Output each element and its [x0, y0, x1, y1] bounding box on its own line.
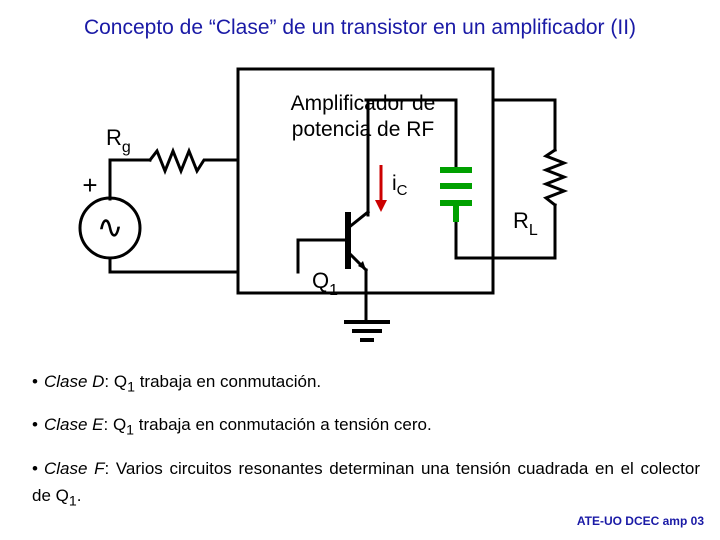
current-arrowhead	[375, 200, 387, 212]
class-name: Clase E	[43, 415, 104, 435]
ac-symbol: ∿	[96, 209, 124, 245]
bullet-class-f: • Clase F: Varios circuitos resonantes determinan una tensión cuadrada en el colector de $Q_1$.	[32, 458, 700, 510]
bullet-class-d: • Clase D: $Q_1$ trabaja en conmutación.	[32, 372, 322, 396]
slide-title: Concepto de “Clase” de un transistor en un amplificador (II)	[83, 16, 637, 39]
class-name: Clase F	[43, 458, 105, 478]
bullet-marker: •	[32, 372, 38, 391]
class-description-list	[32, 368, 700, 525]
bullet-marker: •	[32, 458, 38, 478]
box-title-line1: Amplificador de	[290, 92, 436, 115]
bullet-marker: •	[32, 415, 38, 435]
bullet-class-e: • Clase E: $Q_1$ trabaja en conmutación a tensión cero.	[32, 415, 432, 439]
source-top-wire	[110, 160, 150, 199]
box-title-line2: potencia de RF	[291, 118, 435, 141]
class-name: Clase D	[43, 372, 105, 391]
source-bottom-wire	[110, 258, 238, 272]
rl-label: $R_L$	[513, 208, 538, 239]
ic-label: $i_C$	[392, 172, 408, 199]
rg-label: $R_g$	[106, 125, 131, 156]
slide-footer: ATE-UO DCEC amp 03	[576, 514, 704, 528]
q1-label: $Q_1$	[312, 268, 339, 299]
source-gnd-wire	[456, 205, 493, 258]
rg-resistor	[150, 151, 238, 171]
plus-sign: +	[82, 170, 98, 200]
load-top-wire	[493, 100, 555, 150]
rl-resistor	[546, 150, 564, 205]
